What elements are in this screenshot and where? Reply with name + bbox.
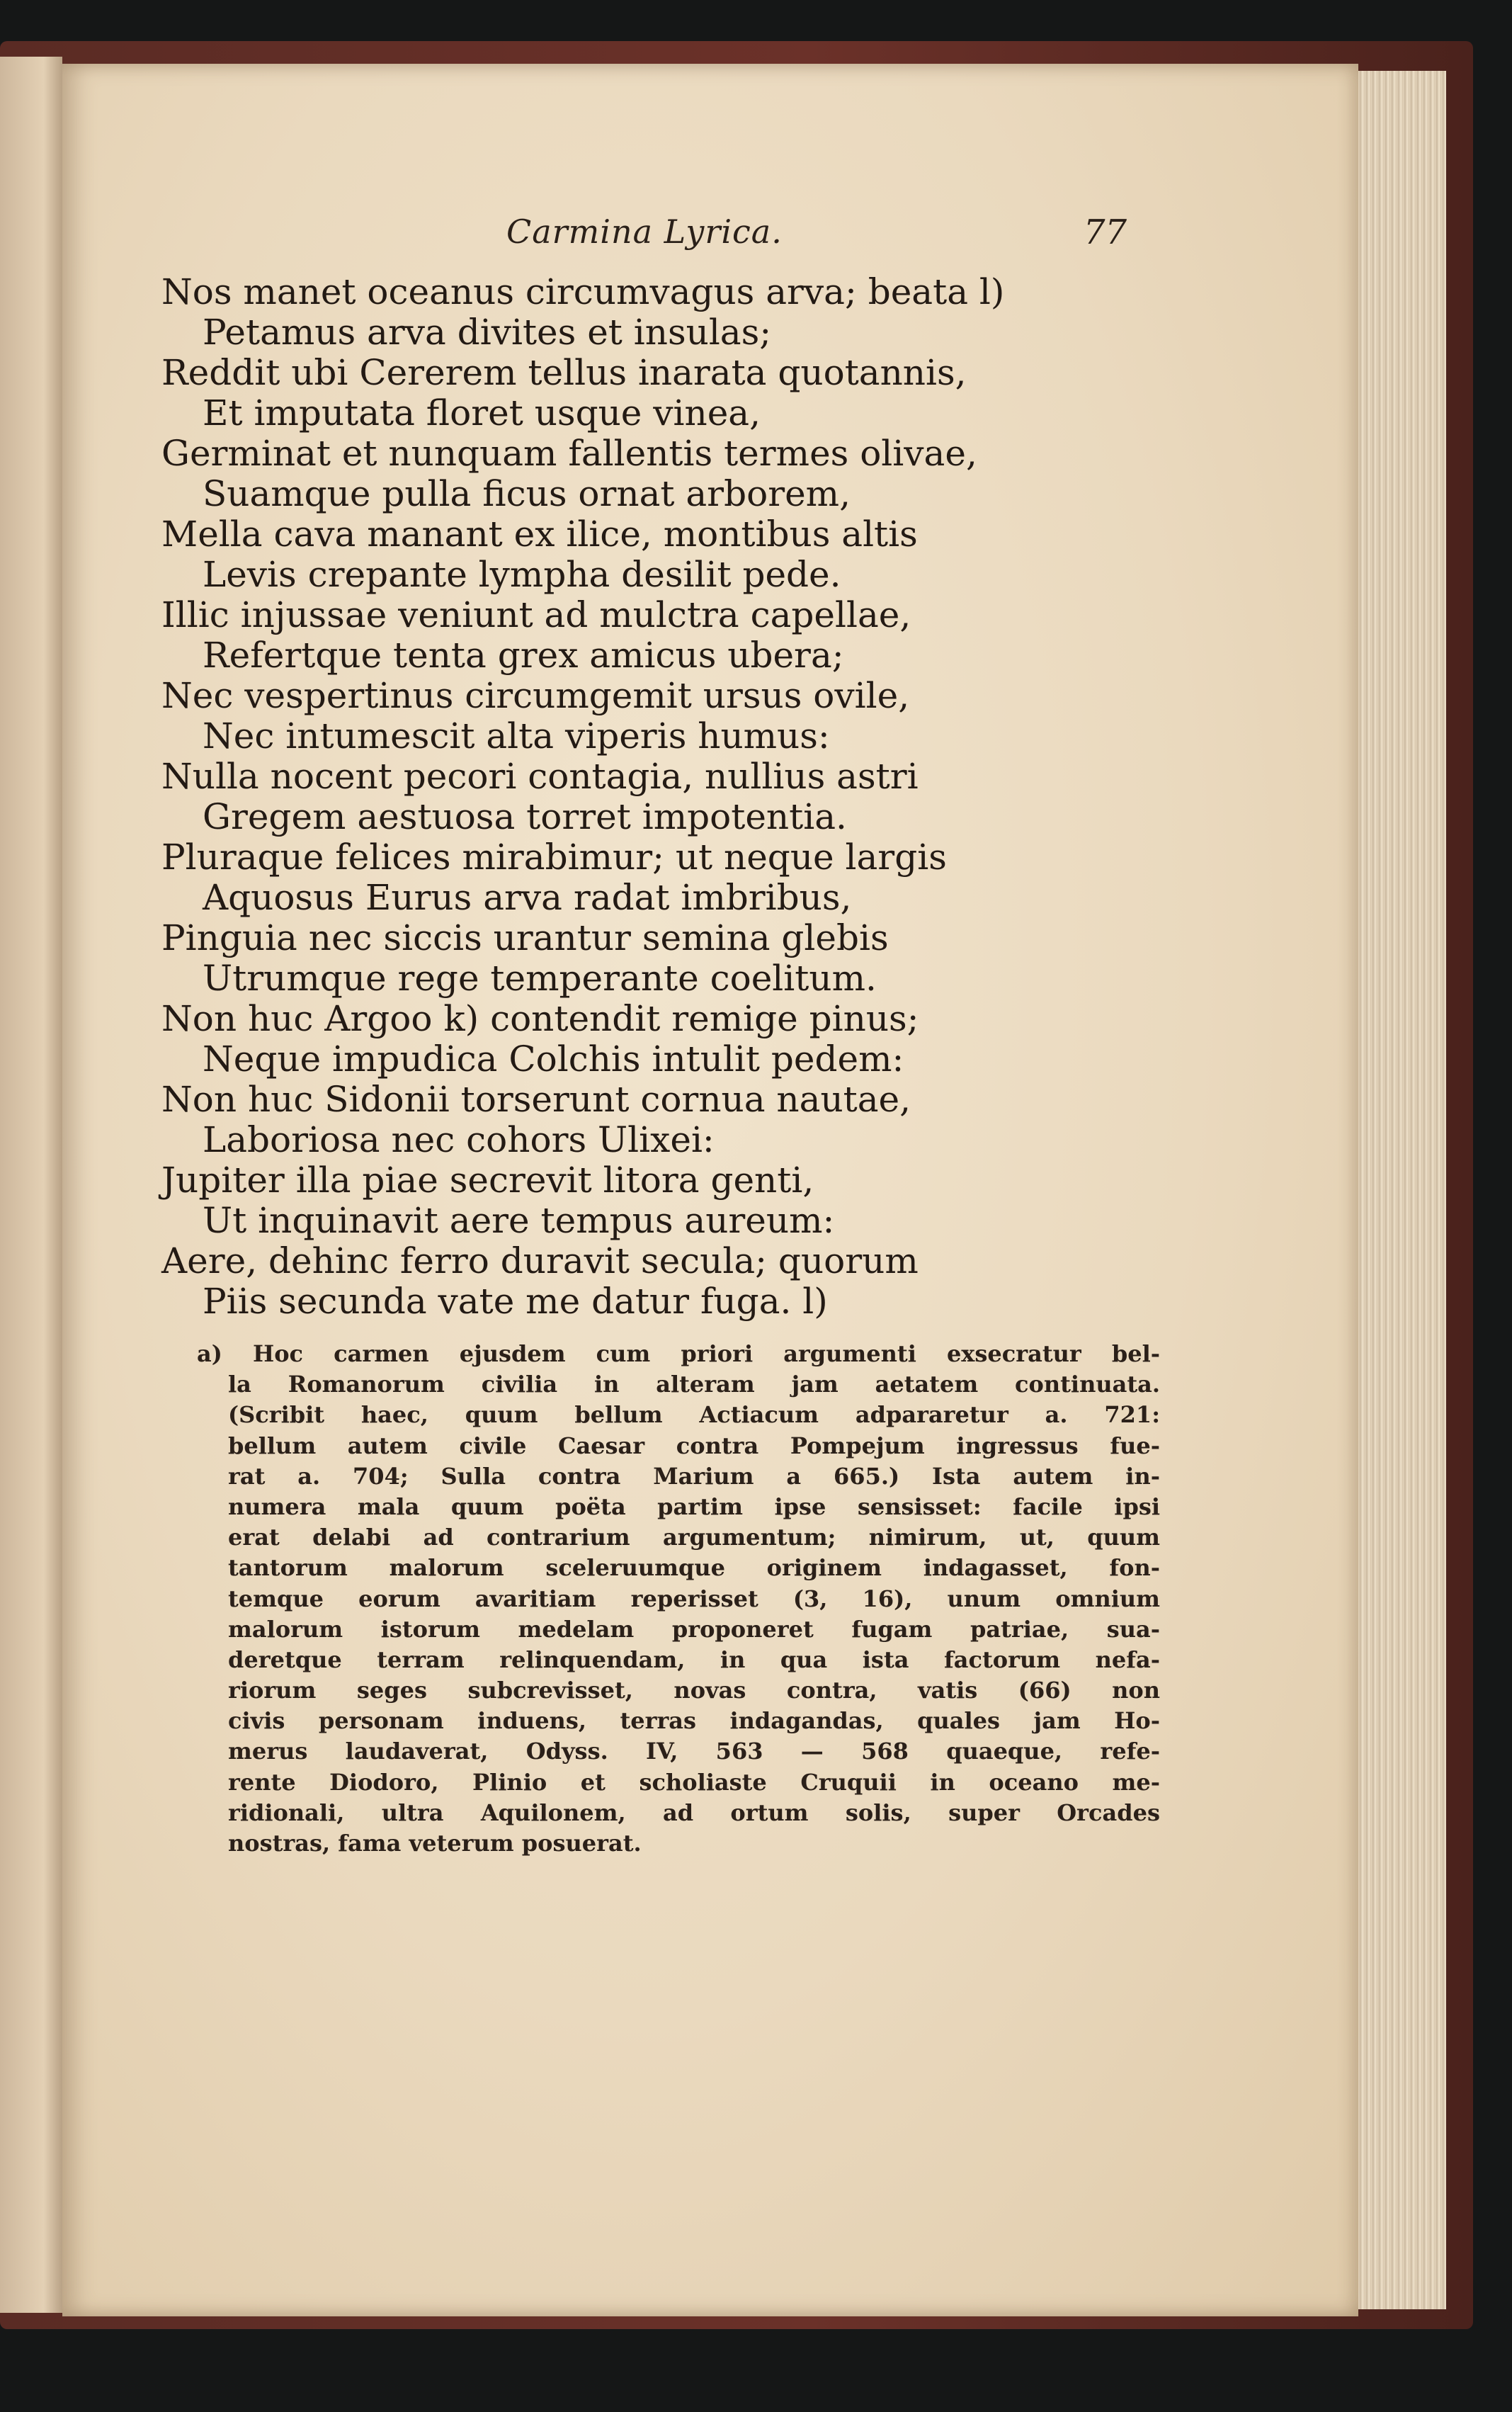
poem-line: Mella cava manant ex ilice, montibus altis xyxy=(161,514,918,555)
poem-line: Nulla nocent pecori contagia, nullius astri xyxy=(161,756,919,797)
poem-line: Reddit ubi Cererem tellus inarata quotannis, xyxy=(161,352,967,393)
footnote-line: erat delabi ad contrarium argumentum; nimirum, ut, quum xyxy=(228,1524,1160,1551)
footnote-line: malorum istorum medelam proponeret fugam patriae, sua- xyxy=(228,1615,1160,1643)
poem-line: Neque impudica Colchis intulit pedem: xyxy=(203,1038,904,1080)
poem-line: Refertque tenta grex amicus ubera; xyxy=(203,635,844,676)
footnote-line: tantorum malorum sceleruumque originem indagasset, fon- xyxy=(228,1554,1160,1582)
poem-line: Non huc Argoo k) contendit remige pinus; xyxy=(161,998,919,1039)
poem-line: Germinat et nunquam fallentis termes olivae, xyxy=(161,433,977,474)
footnote-line: a) Hoc carmen ejusdem cum priori argumenti exsecratur bel- xyxy=(197,1340,1160,1367)
facing-page-edge xyxy=(0,57,62,2313)
poem-line: Aquosus Eurus arva radat imbribus, xyxy=(203,877,852,918)
poem-line: Suamque pulla ficus ornat arborem, xyxy=(203,473,851,514)
poem-line: Utrumque rege temperante coelitum. xyxy=(203,958,877,999)
footnote-line: bellum autem civile Caesar contra Pompejum ingressus fue- xyxy=(228,1432,1160,1459)
poem-line: Non huc Sidonii torserunt cornua nautae, xyxy=(161,1079,911,1120)
poem-line: Piis secunda vate me datur fuga. l) xyxy=(203,1281,828,1322)
poem-line: Petamus arva divites et insulas; xyxy=(203,312,772,353)
footnote-line: deretque terram relinquendam, in qua ista factorum nefa- xyxy=(228,1646,1160,1673)
footnote-line: temque eorum avaritiam reperisset (3, 16), unum omnium xyxy=(228,1585,1160,1612)
poem-line: Pluraque felices mirabimur; ut neque largis xyxy=(161,837,947,878)
poem-line: Jupiter illa piae secrevit litora genti, xyxy=(161,1160,814,1201)
poem-line: Nec intumescit alta viperis humus: xyxy=(203,715,830,757)
footnote-line: nostras, fama veterum posuerat. xyxy=(228,1830,642,1857)
footnote-line: numera mala quum poëta partim ipse sensisset: facile ipsi xyxy=(228,1493,1160,1520)
poem-line: Nec vespertinus circumgemit ursus ovile, xyxy=(161,675,910,716)
poem-text xyxy=(161,272,1195,1322)
poem-line: Gregem aestuosa torret impotentia. xyxy=(203,796,847,837)
poem-line: Et imputata floret usque vinea, xyxy=(203,392,761,434)
footnote-line: la Romanorum civilia in alteram jam aetatem continuata. xyxy=(228,1371,1160,1398)
poem-line: Levis crepante lympha desilit pede. xyxy=(203,554,841,595)
footnote-line: (Scribit haec, quum bellum Actiacum adpararetur a. 721: xyxy=(228,1401,1160,1429)
poem-line: Nos manet oceanus circumvagus arva; beata l) xyxy=(161,271,1005,312)
footnote-line: rente Diodoro, Plinio et scholiaste Cruquii in oceano me- xyxy=(228,1768,1160,1796)
poem-line: Laboriosa nec cohors Ulixei: xyxy=(203,1119,715,1160)
poem-line: Aere, dehinc ferro duravit secula; quorum xyxy=(161,1240,919,1281)
footnote-line: civis personam induens, terras indagandas, quales jam Ho- xyxy=(228,1707,1160,1735)
footnote-line: rat a. 704; Sulla contra Marium a 665.) Ista autem in- xyxy=(228,1462,1160,1490)
footnote-line: merus laudaverat, Odyss. IV, 563 — 568 quaeque, refe- xyxy=(228,1738,1160,1765)
footnote-line: ridionali, ultra Aquilonem, ad ortum solis, super Orcades xyxy=(228,1799,1160,1826)
footnote xyxy=(197,1339,1160,1859)
poem-line: Pinguia nec siccis urantur semina glebis xyxy=(161,917,889,958)
poem-line: Ut inquinavit aere tempus aureum: xyxy=(203,1200,835,1241)
running-head: Carmina Lyrica. xyxy=(506,213,783,251)
page-number: 77 xyxy=(1084,213,1127,252)
poem-line: Illic injussae veniunt ad mulctra capellae, xyxy=(161,594,911,635)
footnote-line: riorum seges subcrevisset, novas contra, vatis (66) non xyxy=(228,1677,1160,1704)
